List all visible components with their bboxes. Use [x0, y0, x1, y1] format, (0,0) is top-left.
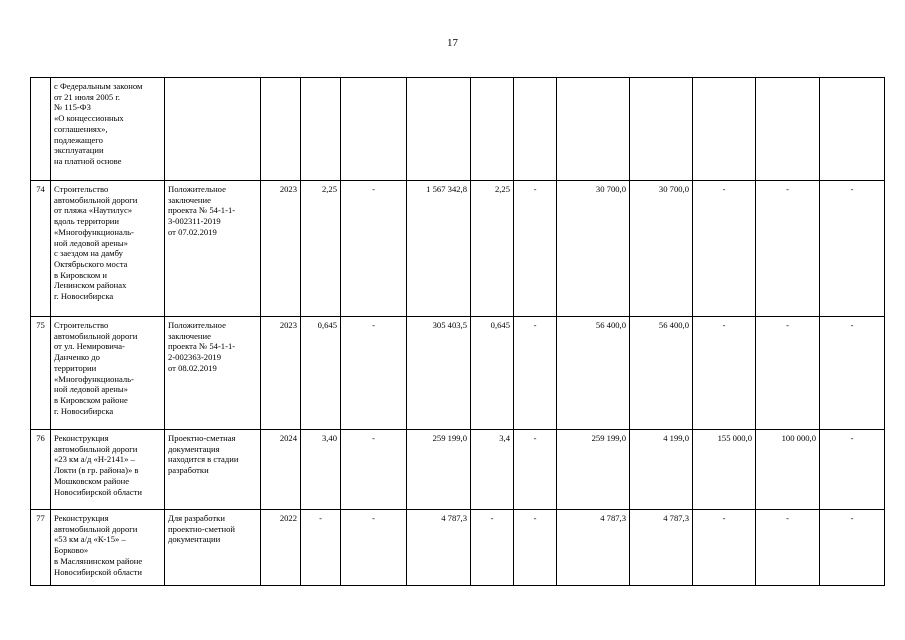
- value-cell: -: [341, 317, 407, 430]
- year-cell: [261, 78, 301, 181]
- table-row: [31, 181, 885, 317]
- object-name: Строительство автомобильной дороги от ул. Немировича- Данченко до территории «Многофункциональ- ной ледовой арены» в Кировском районе г. Новосибирска: [51, 317, 165, 430]
- document-status: [165, 78, 261, 181]
- value-cell: -: [820, 430, 885, 510]
- value-cell: [407, 78, 471, 181]
- row-number: 77: [31, 510, 51, 586]
- value-cell: 305 403,5: [407, 317, 471, 430]
- row-number: 75: [31, 317, 51, 430]
- document-status: Для разработки проектно-сметной документации: [165, 510, 261, 586]
- value-cell: 155 000,0: [693, 430, 756, 510]
- table-row: [31, 430, 885, 510]
- length-cell: 0,645: [301, 317, 341, 430]
- row-number: [31, 78, 51, 181]
- value-cell: -: [514, 510, 557, 586]
- value-cell: 259 199,0: [407, 430, 471, 510]
- value-cell: [557, 78, 630, 181]
- value-cell: -: [341, 510, 407, 586]
- value-cell: -: [756, 317, 820, 430]
- value-cell: 0,645: [471, 317, 514, 430]
- length-cell: -: [301, 510, 341, 586]
- table-row: [31, 510, 885, 586]
- value-cell: 259 199,0: [557, 430, 630, 510]
- value-cell: -: [514, 430, 557, 510]
- value-cell: -: [820, 317, 885, 430]
- value-cell: 4 787,3: [630, 510, 693, 586]
- value-cell: -: [756, 181, 820, 317]
- value-cell: [756, 78, 820, 181]
- value-cell: -: [341, 181, 407, 317]
- object-name: Реконструкция автомобильной дороги «53 км а/д «К-15» – Борково» в Маслянинском районе Новосибирской области: [51, 510, 165, 586]
- year-cell: 2023: [261, 181, 301, 317]
- value-cell: -: [756, 510, 820, 586]
- value-cell: 4 787,3: [557, 510, 630, 586]
- document-status: Положительное заключение проекта № 54-1-1- 2-002363-2019 от 08.02.2019: [165, 317, 261, 430]
- page-number: 17: [447, 37, 458, 49]
- length-cell: 2,25: [301, 181, 341, 317]
- value-cell: -: [514, 181, 557, 317]
- value-cell: [630, 78, 693, 181]
- year-cell: 2024: [261, 430, 301, 510]
- value-cell: 30 700,0: [630, 181, 693, 317]
- object-name: Строительство автомобильной дороги от пляжа «Наутилус» вдоль территории «Многофункциональ- ной ледовой арены» с заездом на дамбу Октябрьского моста в Кировском и Ленинском районах г. Новосибирска: [51, 181, 165, 317]
- length-cell: 3,40: [301, 430, 341, 510]
- value-cell: -: [693, 510, 756, 586]
- value-cell: -: [341, 430, 407, 510]
- value-cell: [820, 78, 885, 181]
- object-name: с Федеральным законом от 21 июля 2005 г. № 115-ФЗ «О концессионных соглашениях», подлежащего эксплуатации на платной основе: [51, 78, 165, 181]
- value-cell: 4 787,3: [407, 510, 471, 586]
- year-cell: 2022: [261, 510, 301, 586]
- object-name: Реконструкция автомобильной дороги «23 км а/д «Н-2141» – Локти (в гр. района)» в Мошковском районе Новосибирской области: [51, 430, 165, 510]
- value-cell: [471, 78, 514, 181]
- value-cell: -: [514, 317, 557, 430]
- row-number: 74: [31, 181, 51, 317]
- length-cell: [301, 78, 341, 181]
- value-cell: 3,4: [471, 430, 514, 510]
- value-cell: -: [820, 181, 885, 317]
- data-table: [30, 77, 885, 586]
- value-cell: [693, 78, 756, 181]
- year-cell: 2023: [261, 317, 301, 430]
- value-cell: [341, 78, 407, 181]
- document-status: Проектно-сметная документация находится в стадии разработки: [165, 430, 261, 510]
- table-row: [31, 78, 885, 181]
- document-status: Положительное заключение проекта № 54-1-1- 3-002311-2019 от 07.02.2019: [165, 181, 261, 317]
- value-cell: -: [471, 510, 514, 586]
- value-cell: 56 400,0: [630, 317, 693, 430]
- value-cell: [514, 78, 557, 181]
- value-cell: 100 000,0: [756, 430, 820, 510]
- value-cell: 56 400,0: [557, 317, 630, 430]
- value-cell: 2,25: [471, 181, 514, 317]
- value-cell: -: [693, 181, 756, 317]
- value-cell: 4 199,0: [630, 430, 693, 510]
- table-row: [31, 317, 885, 430]
- row-number: 76: [31, 430, 51, 510]
- value-cell: -: [820, 510, 885, 586]
- value-cell: -: [693, 317, 756, 430]
- value-cell: 30 700,0: [557, 181, 630, 317]
- value-cell: 1 567 342,8: [407, 181, 471, 317]
